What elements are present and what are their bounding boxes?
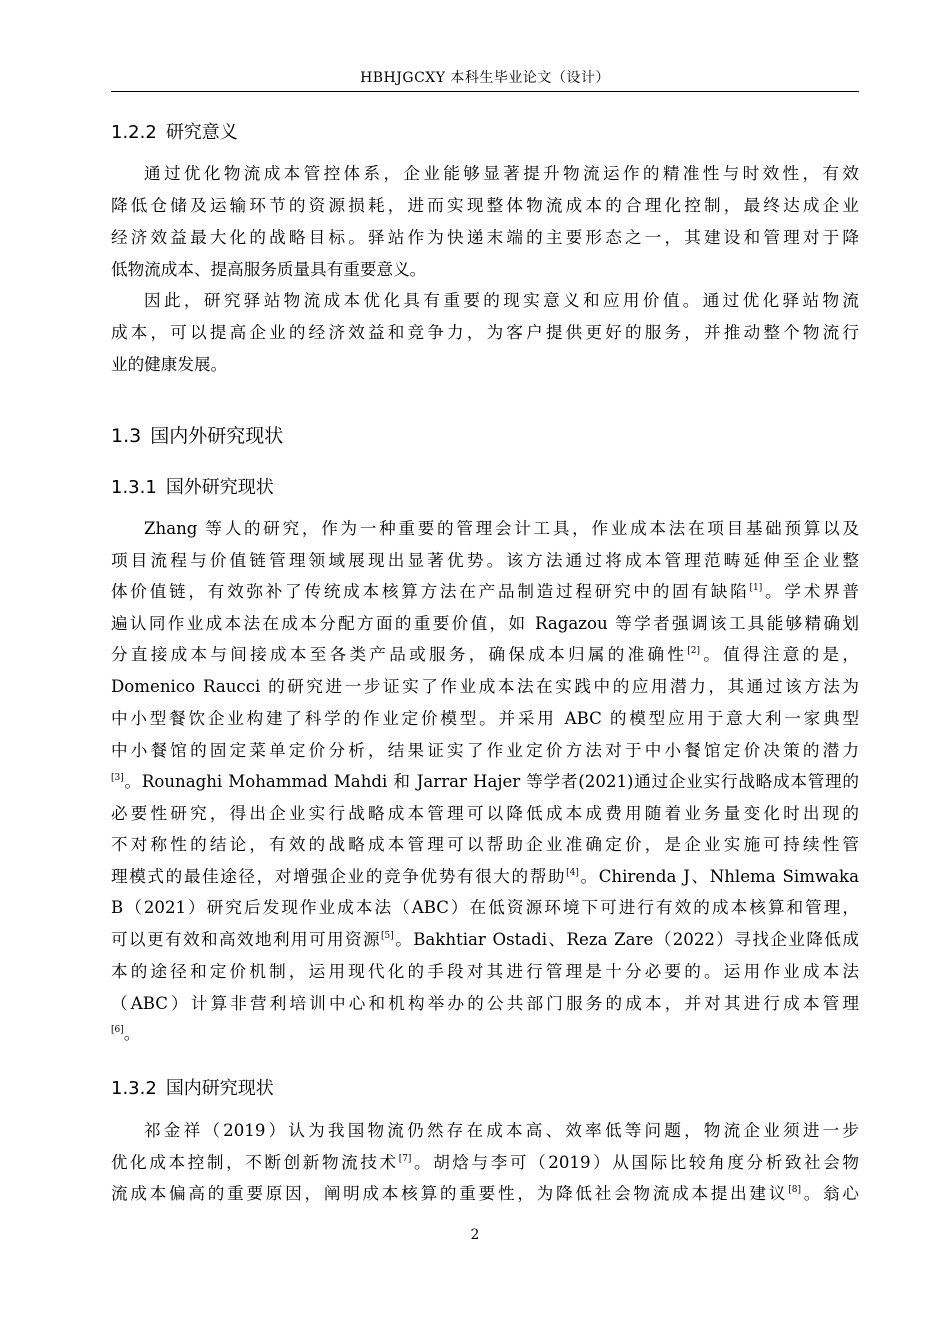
text-run: 可以更有效和高效地利用可用资源 (111, 930, 382, 949)
text-line (111, 771, 859, 793)
heading-title: 国内外研究现状 (150, 425, 284, 447)
text-line: 通过优化物流成本管控体系，企业能够显著提升物流运作的精准性与时效性，有效 (144, 164, 859, 183)
text-line: 业的健康发展。 (111, 355, 228, 374)
heading-number: 1.2.2 (111, 122, 157, 143)
text-line (111, 929, 859, 951)
text-line: 成本，可以提高企业的经济效益和竞争力，为客户提供更好的服务，并推动整个物流行 (111, 323, 859, 342)
text-run: 。Bakhtiar Ostadi、Reza Zare（2022）寻找企业降低成 (393, 930, 859, 949)
heading-number: 1.3.2 (111, 1078, 157, 1099)
text-run: 流成本偏高的重要原因，阐明成本核算的重要性，为降低社会物流成本提出建议 (111, 1184, 789, 1203)
header-rule (111, 91, 859, 92)
heading-title: 国外研究现状 (165, 477, 274, 498)
text-line (111, 1183, 859, 1205)
text-line: 本的途径和定价机制，运用现代化的手段对其进行管理是十分必要的。运用作业成本法 (111, 962, 859, 981)
text-run: 。值得注意的是， (700, 645, 860, 664)
citation-ref: [5] (381, 931, 394, 941)
citation-ref: [1] (749, 583, 763, 593)
text-line: Zhang 等人的研究，作为一种重要的管理会计工具，作业成本法在项目基础预算以及 (144, 519, 859, 538)
text-line: 不对称性的结论，有效的战略成本管理可以帮助企业准确定价，是企业实施可持续性管 (111, 835, 859, 854)
text-run: 。学术界普 (762, 582, 860, 601)
text-line: 中小型餐饮企业构建了科学的作业定价模型。并采用 ABC 的模型应用于意大利一家典型 (111, 709, 859, 728)
text-line: 中小餐馆的固定菜单定价分析，结果证实了作业定价方法对于中小餐馆定价决策的潜力 (111, 741, 859, 760)
text-line: 项目流程与价值链管理领域展现出显著优势。该方法通过将成本管理范畴延伸至企业整 (111, 551, 859, 570)
text-run: 。胡焓与李可（2019）从国际比较角度分析致社会物 (411, 1153, 860, 1172)
text-run: 。 (123, 1024, 141, 1043)
text-run: 体价值链，有效弥补了传统成本核算方法在产品制造过程研究中的固有缺陷 (111, 582, 750, 601)
citation-ref: [7] (398, 1154, 412, 1164)
heading-title: 国内研究现状 (165, 1078, 274, 1099)
page-number: 2 (470, 1227, 480, 1243)
text-run: 。翁心 (800, 1184, 859, 1203)
citation-ref: [8] (788, 1185, 801, 1195)
heading-number: 1.3 (111, 425, 142, 447)
citation-ref: [4] (566, 868, 579, 878)
heading-title: 研究意义 (165, 122, 238, 143)
heading-1-3-1 (111, 476, 274, 500)
text-line (111, 644, 859, 666)
text-run: 理模式的最佳途径，对增强企业的竞争优势有很大的帮助 (111, 867, 567, 886)
text-run: 。Chirenda J、Nhlema Simwaka (578, 867, 860, 886)
text-line: 祁金祥（2019）认为我国物流仍然存在成本高、效率低等问题，物流企业须进一步 (144, 1121, 859, 1140)
text-line: 因此，研究驿站物流成本优化具有重要的现实意义和应用价值。通过优化驿站物流 (144, 291, 859, 310)
text-line: 低物流成本、提高服务质量具有重要意义。 (111, 260, 427, 279)
text-line: 必要性研究，得出企业实行战略成本管理可以降低成本成费用随着业务量变化时出现的 (111, 804, 859, 823)
citation-ref: [6] (111, 1025, 124, 1035)
text-run: 分直接成本与间接成本至各类产品或服务，确保成本归属的准确性 (111, 645, 688, 664)
text-line: 遍认同作业成本法在成本分配方面的重要价值，如 Ragazou 等学者强调该工具能够精确划 (111, 614, 859, 633)
text-line: （ABC）计算非营利培训中心和机构举办的公共部门服务的成本，并对其进行成本管理 (111, 994, 859, 1013)
citation-ref: [2] (687, 646, 701, 656)
text-run: 优化成本控制，不断创新物流技术 (111, 1153, 399, 1172)
text-line (111, 866, 859, 888)
heading-1-2-2 (111, 121, 238, 145)
text-run: 。Rounaghi Mohammad Mahdi 和 Jarrar Hajer 等学者(2021)通过企业实行战略成本管理的 (123, 772, 859, 791)
running-header: HBHJGCXY 本科生毕业论文（设计） (360, 70, 610, 86)
text-line (111, 1023, 859, 1045)
heading-1-3-2 (111, 1077, 274, 1101)
text-line: Domenico Raucci 的研究进一步证实了作业成本法在实践中的应用潜力，其通过该方法为 (111, 677, 859, 696)
citation-ref: [3] (111, 773, 124, 783)
text-line: B（2021）研究后发现作业成本法（ABC）在低资源环境下可进行有效的成本核算和管理， (111, 898, 859, 917)
text-line: 降低仓储及运输环节的资源损耗，进而实现整体物流成本的合理化控制，最终达成企业 (111, 196, 859, 215)
heading-1-3 (111, 424, 283, 448)
text-line (111, 581, 859, 603)
text-line: 经济效益最大化的战略目标。驿站作为快递末端的主要形态之一，其建设和管理对于降 (111, 228, 859, 247)
heading-number: 1.3.1 (111, 477, 157, 498)
text-line (111, 1152, 859, 1174)
